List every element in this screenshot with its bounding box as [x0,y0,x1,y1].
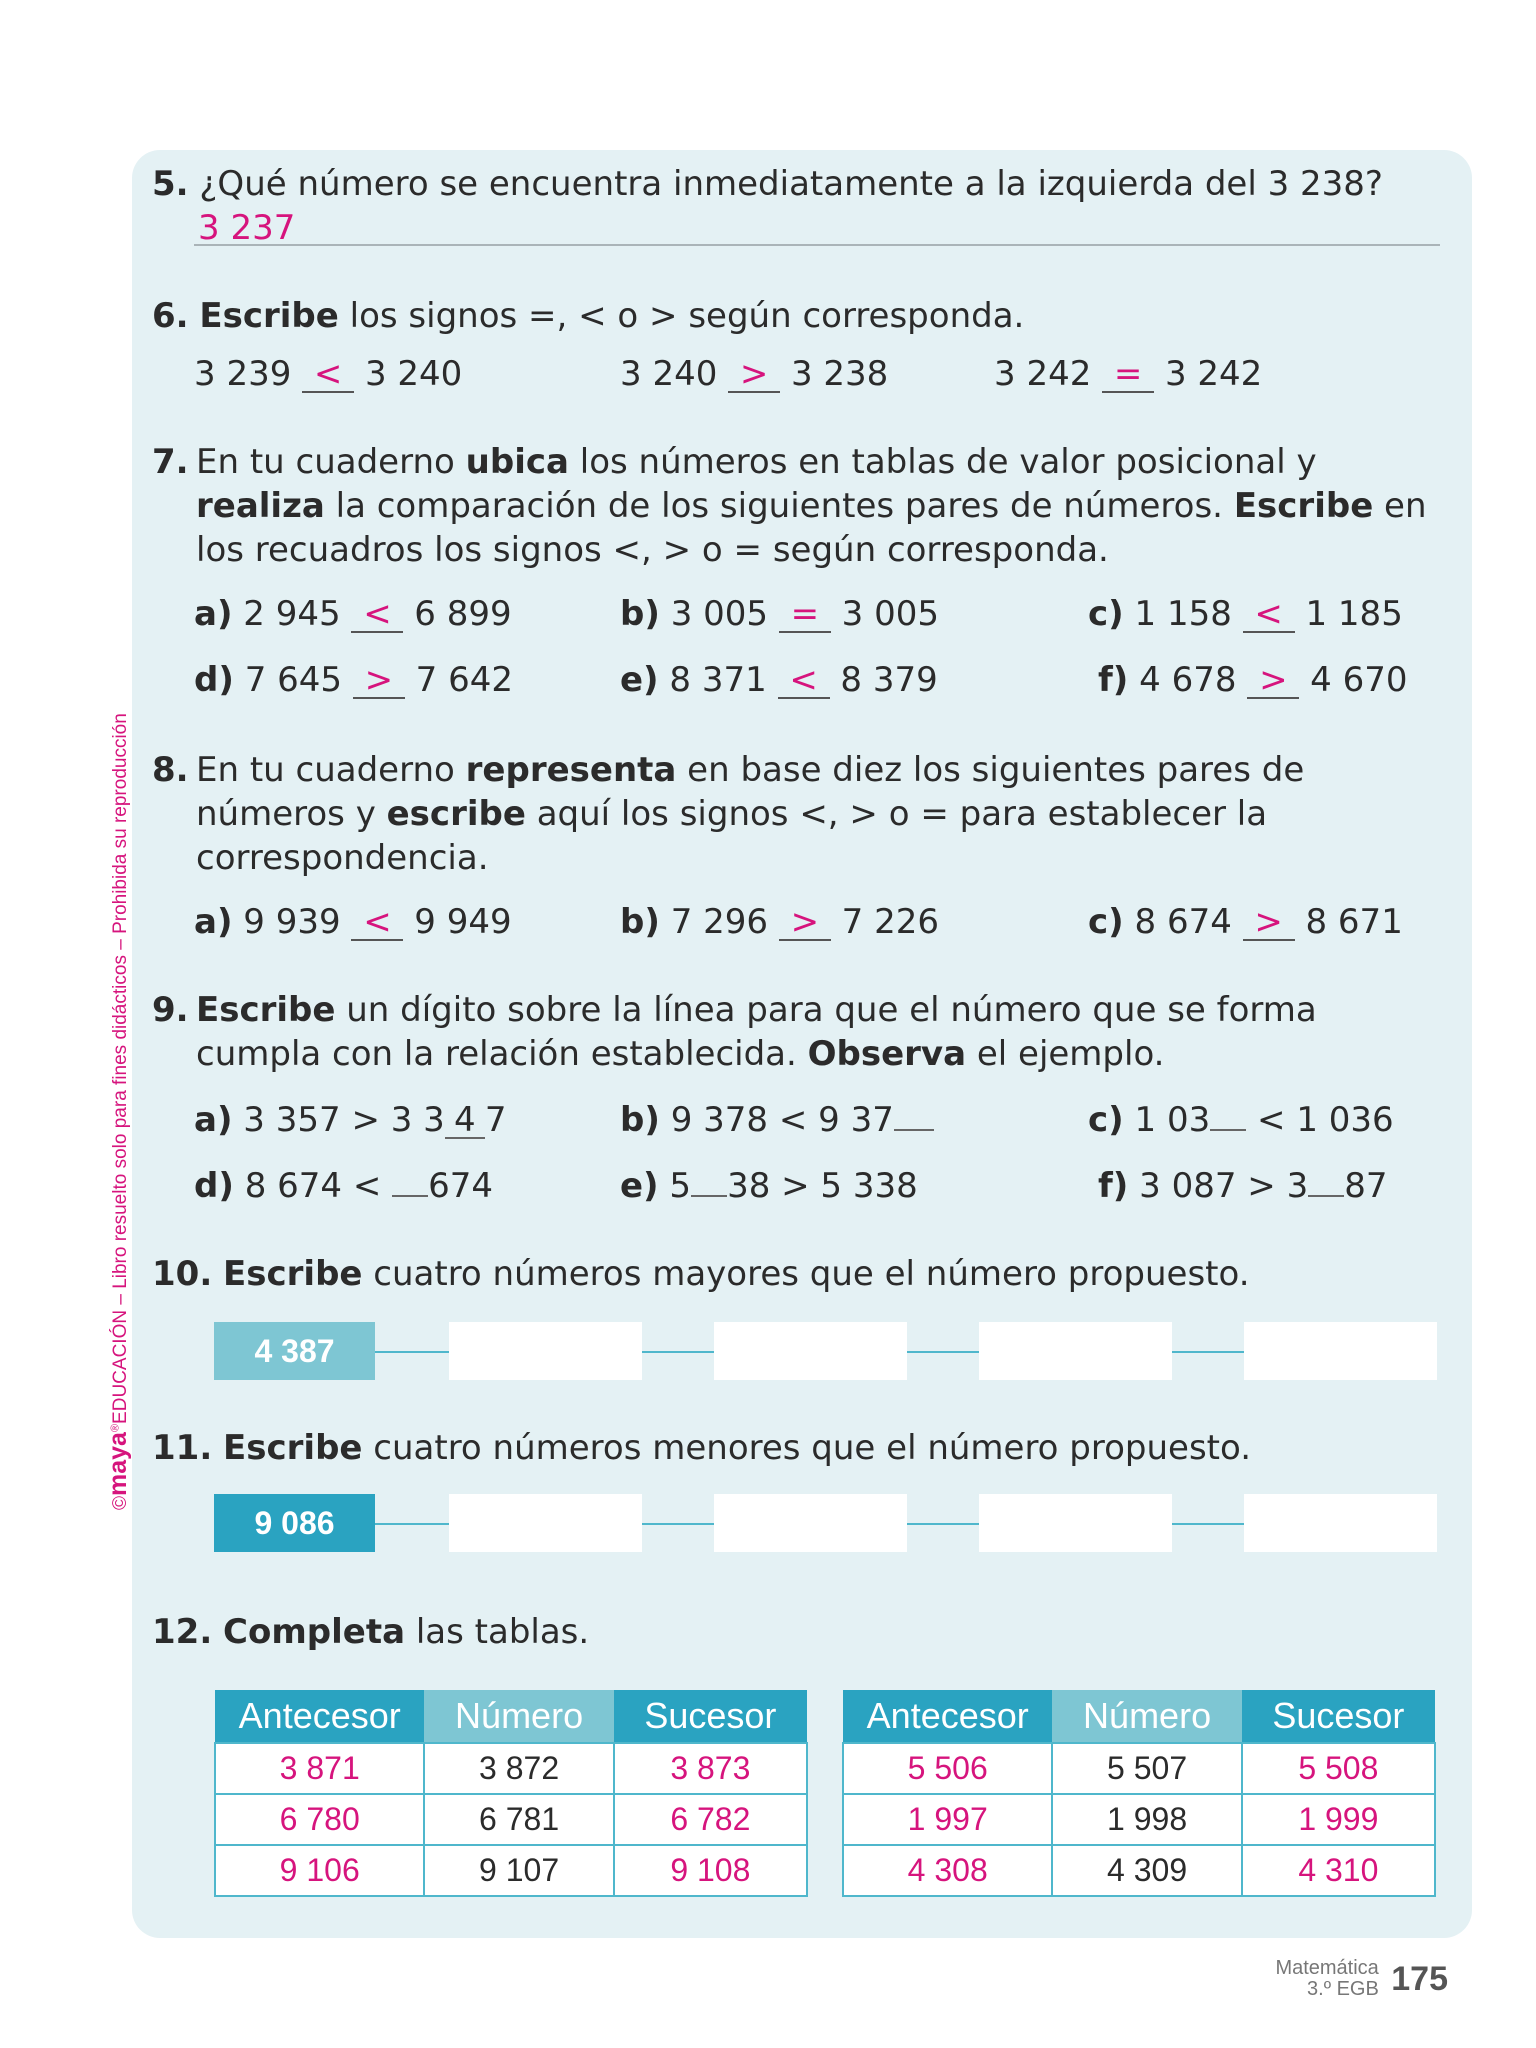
number-left: 7 296 [670,902,769,942]
item-label: c) [1088,1100,1124,1140]
instruction-verb: escribe [386,794,526,834]
item-label: f) [1098,1166,1129,1206]
connector [1172,1351,1246,1353]
q6-item [994,352,1262,396]
question-text [152,748,1402,880]
number-part: 3 087 > 3 [1139,1166,1309,1206]
q9-item-b [620,1098,934,1142]
answer-box[interactable] [714,1322,907,1380]
q7-item-c [1088,592,1403,636]
digit-blank[interactable] [1308,1195,1344,1197]
question-6 [152,294,1024,338]
digit-blank[interactable] [1210,1129,1246,1131]
number-right: 8 379 [840,660,938,700]
digit-blank[interactable] [392,1195,428,1197]
question-text: los signos =, < o > según corresponda. [338,296,1025,336]
instruction-verb: Escribe [223,1254,363,1294]
text-part: los números en tablas de valor posicional y [568,442,1317,482]
number-left: 3 239 [194,354,292,394]
answer-box[interactable] [1244,1322,1437,1380]
digit-blank[interactable] [691,1195,727,1197]
item-label: c) [1088,594,1124,634]
sign-blank[interactable]: < [1243,597,1295,633]
number-right: 6 899 [414,594,512,634]
answer-box[interactable] [979,1322,1172,1380]
header-antecesor: Antecesor [843,1690,1052,1743]
number-left: 9 939 [243,902,341,942]
antecesor-cell[interactable]: 9 106 [215,1845,424,1896]
connector [642,1523,716,1525]
instruction-verb: Escribe [1233,486,1374,526]
instruction-verb: realiza [196,486,325,526]
table-row [843,1794,1435,1845]
connector [375,1523,449,1525]
sucesor-cell[interactable]: 9 108 [614,1845,807,1896]
number-right: 4 670 [1310,660,1408,700]
text-part: la comparación de los siguientes pares de números. [324,486,1234,526]
q7-item-a [194,592,512,636]
question-number: 8. [152,750,189,790]
number-part: 674 [428,1166,494,1206]
number-part: 3 357 > 3 3 [243,1100,445,1140]
question-text [152,988,1402,1076]
question-8 [152,748,1402,880]
number-left: 8 371 [669,660,767,700]
connector [907,1351,981,1353]
item-label: e) [620,660,659,700]
item-label: a) [194,1100,233,1140]
sign-blank[interactable]: < [351,905,403,941]
text-part: aquí los signos <, > o = para establecer la correspondencia. [196,794,1268,878]
item-label: c) [1088,902,1124,942]
question-10 [152,1252,1250,1296]
question-number: 7. [152,442,189,482]
sucesor-cell[interactable]: 5 508 [1242,1743,1435,1794]
question-5 [152,162,1452,206]
numero-cell: 4 309 [1052,1845,1241,1896]
answer-box[interactable] [979,1494,1172,1552]
answer-box[interactable] [449,1494,642,1552]
sign-blank[interactable]: > [1243,905,1295,941]
number-right: 3 240 [364,354,463,394]
q7-item-b [620,592,939,636]
number-left: 2 945 [243,594,341,634]
table-row [215,1794,807,1845]
q9-item-e [620,1164,918,1208]
instruction-verb: ubica [465,442,569,482]
numero-cell: 9 107 [424,1845,613,1896]
number-left: 4 678 [1139,660,1237,700]
sucesor-cell[interactable]: 3 873 [614,1743,807,1794]
antecesor-cell[interactable]: 5 506 [843,1743,1052,1794]
question-11 [152,1426,1251,1470]
number-right: 3 238 [790,354,889,394]
number-part: < 1 036 [1246,1100,1394,1140]
question-text: las tablas. [405,1612,590,1652]
sign-blank[interactable]: > [779,905,831,941]
start-number-box: 4 387 [214,1322,375,1380]
instruction-verb: Completa [223,1612,406,1652]
q7-item-d [194,658,513,702]
table-row [215,1845,807,1896]
sign-blank[interactable]: = [779,597,831,633]
number-right: 7 642 [415,660,514,700]
registered-mark: ® [109,1423,122,1433]
sign-blank[interactable]: > [1247,663,1299,699]
q8-item-b [620,900,939,944]
item-label: d) [194,1166,234,1206]
table-row [843,1845,1435,1896]
question-number: 5. [152,164,189,204]
item-label: b) [620,1100,660,1140]
q8-item-c [1088,900,1403,944]
number-right: 7 226 [841,902,940,942]
page-number: 175 [1391,1959,1448,1998]
item-label: a) [194,594,233,634]
item-label: b) [620,902,660,942]
numero-cell: 6 781 [424,1794,613,1845]
instruction-verb: Escribe [199,296,339,336]
number-part: 5 [669,1166,692,1206]
sign-blank[interactable]: = [1102,357,1154,393]
question-9 [152,988,1402,1076]
sign-blank[interactable]: > [728,357,780,393]
number-left: 1 158 [1134,594,1232,634]
antecesor-cell[interactable]: 1 997 [843,1794,1052,1845]
header-sucesor: Sucesor [1242,1690,1435,1743]
answer-box[interactable] [1244,1494,1437,1552]
antecesor-cell[interactable]: 6 780 [215,1794,424,1845]
numero-cell: 1 998 [1052,1794,1241,1845]
question-text [152,440,1442,572]
q9-item-c [1088,1098,1394,1142]
number-left: 8 674 [1134,902,1232,942]
q9-item-a [194,1098,506,1142]
connector [1172,1523,1246,1525]
text-part: el ejemplo. [966,1034,1165,1074]
sign-blank[interactable]: < [778,663,830,699]
q6-item [194,352,462,396]
number-right: 8 671 [1305,902,1403,942]
question-text: ¿Qué número se encuentra inmediatamente a la izquierda del 3 238? [199,164,1383,204]
table-row [215,1743,807,1794]
sign-blank[interactable]: < [351,597,403,633]
number-part: 87 [1344,1166,1388,1206]
instruction-verb: representa [465,750,677,790]
sucesor-cell[interactable]: 1 999 [1242,1794,1435,1845]
question-number: 9. [152,990,189,1030]
number-left: 7 645 [244,660,343,700]
q7-item-f [1098,658,1407,702]
number-part: 38 > 5 338 [727,1166,918,1206]
connector [642,1351,716,1353]
numero-cell: 5 507 [1052,1743,1241,1794]
number-part: 9 378 < 9 37 [670,1100,894,1140]
antecesor-cell[interactable]: 4 308 [843,1845,1052,1896]
number-right: 3 005 [841,594,940,634]
antecesor-cell[interactable]: 3 871 [215,1743,424,1794]
text-part: en base diez los siguientes pares de números y [196,750,1305,834]
q5-answer[interactable]: 3 237 [198,208,296,248]
text-part: En tu cuaderno [196,442,466,482]
item-label: e) [620,1166,659,1206]
text-part: en los recuadros los signos <, > o = según corresponda. [196,486,1427,570]
page-footer [1275,1958,1448,2000]
number-right: 3 242 [1164,354,1263,394]
text-part: En tu cuaderno [196,750,466,790]
number-left: 3 242 [994,354,1092,394]
q8-item-a [194,900,512,944]
header-numero: Número [424,1690,613,1743]
copyright-symbol: © [110,1496,131,1510]
header-antecesor: Antecesor [215,1690,424,1743]
item-label: d) [194,660,234,700]
q5-answer-line [194,244,1440,246]
question-7 [152,440,1442,572]
sign-blank[interactable]: < [302,357,354,393]
header-numero: Número [1052,1690,1241,1743]
copyright-text: EDUCACIÓN – Libro resuelto solo para fines didácticos – Prohibida su reproducción [110,713,131,1424]
number-left: 3 240 [620,354,718,394]
connector [907,1523,981,1525]
number-part: 7 [484,1100,507,1140]
question-text: cuatro números mayores que el número propuesto. [362,1254,1250,1294]
item-label: a) [194,902,233,942]
brand-logo: maya [104,1432,132,1496]
table-predecessor-successor-2 [842,1690,1436,1897]
q7-item-e [620,658,938,702]
question-number: 11. [152,1428,213,1468]
question-number: 10. [152,1254,213,1294]
item-label: b) [620,594,660,634]
q9-item-d [194,1164,493,1208]
item-label: f) [1098,660,1129,700]
instruction-verb: Observa [807,1034,967,1074]
copyright-sidebar [104,713,133,1510]
number-part: 1 03 [1134,1100,1211,1140]
subject-label: Matemática [1275,1957,1379,1979]
digit-blank[interactable]: 4 [445,1103,485,1139]
instruction-verb: Escribe [223,1428,363,1468]
q6-item [620,352,888,396]
sucesor-cell[interactable]: 6 782 [614,1794,807,1845]
number-part: 8 674 < [244,1166,393,1206]
start-number-box: 9 086 [214,1494,375,1552]
question-12 [152,1610,589,1654]
question-text: cuatro números menores que el número propuesto. [362,1428,1252,1468]
header-sucesor: Sucesor [614,1690,807,1743]
q9-item-f [1098,1164,1388,1208]
question-number: 6. [152,296,189,336]
sucesor-cell[interactable]: 4 310 [1242,1845,1435,1896]
number-left: 3 005 [670,594,769,634]
connector [375,1351,449,1353]
question-number: 12. [152,1612,213,1652]
number-right: 9 949 [414,902,512,942]
answer-box[interactable] [449,1322,642,1380]
answer-box[interactable] [714,1494,907,1552]
numero-cell: 3 872 [424,1743,613,1794]
table-predecessor-successor-1 [214,1690,808,1897]
text-part: un dígito sobre la línea para que el número que se forma cumpla con la relación establecida. [196,990,1317,1074]
digit-blank[interactable] [894,1129,934,1131]
table-row [843,1743,1435,1794]
instruction-verb: Escribe [196,990,336,1030]
number-right: 1 185 [1305,594,1403,634]
sign-blank[interactable]: > [353,663,405,699]
grade-label: 3.º EGB [1307,1978,1379,2000]
